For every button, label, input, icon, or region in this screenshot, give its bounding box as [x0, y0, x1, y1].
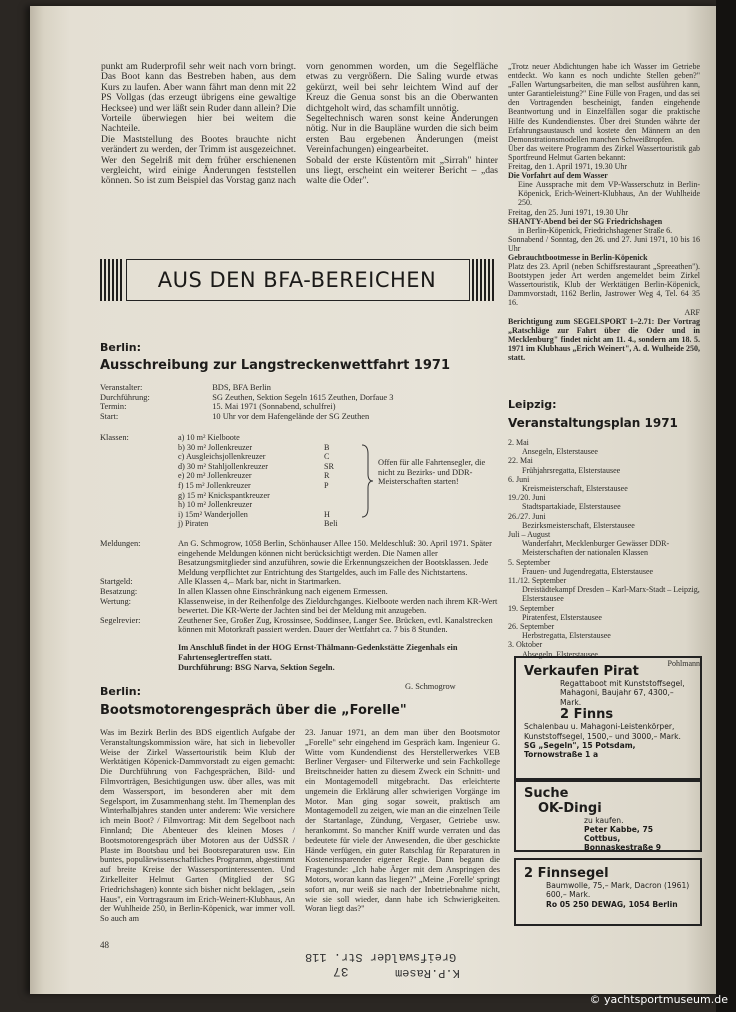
klasse-code: R — [324, 471, 330, 481]
leipzig-title: Veranstaltungsplan 1971 — [508, 416, 678, 430]
info-value: Alle Klassen 4,– Mark bar, nicht in Startmarken. — [178, 577, 341, 587]
info-row — [100, 402, 500, 412]
banner-hatch-right — [472, 259, 494, 301]
klasse-row — [178, 519, 348, 529]
paragraph: vorn genommen worden, um die Segelfläche etwas zu vergrößern. Die Saling wurde etwas gekürzt, weil bei sehr leichtem Wind auf der Kreuz die Genua sonst bis an die Oberwanten dichtgeholt wird, das schamfilt unnötig. — [306, 61, 498, 114]
paragraph: Sobald der erste Küstentörn mit „Sirrah" hinter uns liegt, erscheint ein weiterer Bericht – „das walte die Oder". — [306, 154, 498, 187]
banner-hatch-left — [100, 259, 122, 301]
plan-date: 6. Juni — [508, 474, 530, 484]
magazine-page — [30, 6, 720, 994]
ad-title: 2 Finns — [560, 707, 614, 723]
ad-pirat — [514, 656, 702, 782]
klassen-table — [178, 433, 348, 529]
paragraph: „Trotz neuer Abdichtungen habe ich Wasser im Getriebe entdeckt. Wo kann es noch undichte Stellen geben?" „Fallen Wartungsarbeiten, die man selbst ausführen kann, unter Garantieleistung?" Eine Fülle von Fragen, und das sei den Vortragenden bescheinigt, fanden eingehende Beantwortung und in Einzelfällen sogar die praktische Hilfe des Kundendienstes. Über drei Stunden währte der Erfahrungsaustausch und kostete den Männern an den Demonstrationsmodellen manchen Schweißtropfen. — [508, 62, 700, 144]
info-row — [100, 412, 500, 422]
klasse-code — [324, 491, 348, 501]
paragraph: Segeltechnisch waren sonst keine Änderungen nötig. Nur in die Baupläne wurden die sich beim ersten Bau ergebenen Änderungen (meist Vereinfachungen) eingearbeitet. — [306, 113, 498, 156]
plan-event: Herbstregatta, Elsterstausee — [522, 631, 611, 641]
info-key: Besatzung: — [100, 586, 138, 596]
plan-date: 11./12. September — [508, 576, 567, 586]
top-column-2 — [306, 62, 498, 187]
plan-date: 2. Mai — [508, 438, 529, 447]
ad-contact: Peter Kabbe, 75 Cottbus, Bonnaskestraße 9 — [584, 825, 662, 853]
ad-body: Regattaboot mit Kunststoffsegel, Mahagoni, Baujahr 67, 4300,– Mark. — [560, 679, 685, 707]
klasse-name: f) 15 m² Jollenkreuzer — [178, 480, 251, 490]
stamp-number: 37 — [333, 964, 349, 979]
plan-date: 3. Oktober — [508, 640, 543, 650]
banner-title: AUS DEN BFA-BEREICHEN — [157, 268, 437, 292]
ad-body: zu kaufen. — [584, 816, 624, 825]
klasse-name: a) 10 m² Kielboote — [178, 433, 240, 442]
event-date: Freitag, den 1. April 1971, 19.30 Uhr — [508, 162, 628, 172]
info-row — [100, 539, 500, 577]
section1-info-table-2 — [100, 539, 500, 635]
plan-event: Frühjahrsregatta, Elsterstausee — [522, 465, 621, 475]
event-text: Eine Aussprache mit dem VP-Wasserschutz in Berlin-Köpenick, Erich-Weinert-Klubhaus, An der Wuhlheide 250. — [518, 180, 700, 208]
klasse-row — [178, 452, 348, 462]
klasse-row — [178, 471, 348, 481]
plan-date: 19. September — [508, 603, 555, 613]
watermark: © yachtsportmuseum.de — [589, 993, 728, 1006]
plan-date: 26./27. Juni — [508, 511, 546, 521]
section-banner — [100, 259, 494, 301]
right-signature: ARF — [684, 307, 700, 317]
event-title: Die Vorfahrt auf dem Wasser — [508, 171, 608, 181]
info-key: Durchführung: — [100, 392, 150, 402]
plan-event: Absegeln, Elsterstausee — [522, 649, 598, 659]
klasse-name: e) 20 m² Jollenkreuzer — [178, 471, 252, 481]
klasse-code — [324, 500, 348, 510]
klasse-code: H — [324, 509, 330, 519]
info-value: BDS, BFA Berlin — [212, 383, 271, 392]
event-title: Gebrauchtbootmesse in Berlin-Köpenick — [508, 252, 648, 262]
section1-info-table — [100, 383, 500, 421]
ad-ok-dingi — [514, 778, 702, 852]
plan-event: Bezirksmeisterschaft, Elsterstausee — [522, 520, 635, 530]
ad-title: 2 Finnsegel — [524, 866, 609, 881]
stamp-line1: K.P.Rasem — [395, 966, 460, 980]
plan-event: Ansegeln, Elsterstausee — [522, 447, 598, 457]
plan-date: 5. September — [508, 557, 551, 567]
klasse-row — [178, 481, 348, 491]
ad-title: OK-Dingi — [538, 801, 602, 816]
info-value: 15. Mai 1971 (Sonnabend, schulfrei) — [212, 402, 336, 412]
leipzig-region: Leipzig: — [508, 398, 557, 411]
ad-contact: SG „Segeln", 15 Potsdam, Tornowstraße 1 a — [524, 741, 636, 760]
page-edge-shadow — [716, 0, 736, 1012]
leipzig-plan — [508, 438, 700, 668]
section2-column-2: 23. Januar 1971, an dem man über den Bootsmotor „Forelle" sehr eingehend im Gespräch kam. Ingenieur G. Witte vom Kundendienst des Herstellerwerkes VEB Berliner Vergaser- und Filterwerke und sein Fachkollege Breitschneider hatten zu diesem Zweck ein Schnitt- und ein Montagemodell mitgebracht. Das erleichterte ungemein die Erklärung aller schwierigen Vorgänge im Motor. Man ging sogar soweit, praktisch am Montagemodell zu zeigen, wie man an die einzelnen Teile der Startanlage, Zündung, Vergaser, Getriebe usw. herankommt. So mancher Kniff wurde verraten und das bedeutete für viele der Anwesenden, die über geschickte Hände verfügen, ein guter Ratschlag für Reparaturen in Kosteneinsparender eigener Regie. Dann begann die Fragestunde: „Ich habe Ärger mit dem Anspringen des Motors, woran kann das liegen?" „Meine ‚Forelle' springt sofort an, nur weiß sie nach der Inbetriebnahme nicht, wie sie soll wieder, dann habe ich Schwierigkeiten. Woran liegt das?" — [305, 728, 500, 914]
klasse-code: B — [324, 442, 330, 452]
klasse-row — [178, 433, 348, 443]
section2-region: Berlin: — [100, 685, 142, 698]
plan-event: Stadtspartakiade, Elsterstausee — [522, 502, 621, 512]
right-column — [508, 62, 700, 362]
info-key: Meldungen: — [100, 539, 141, 548]
ad-body: Baumwolle, 75,– Mark, Dacron (1961) 600,– Mark. — [546, 881, 690, 900]
info-row — [100, 383, 500, 393]
klasse-code: SR — [324, 461, 335, 471]
ad-body: Schalenbau u. Mahagoni-Leistenkörper, Kunststoffsegel, 1500,– und 3000,– Mark. — [524, 722, 681, 741]
plan-event: Piratenfest, Elsterstausee — [522, 612, 602, 622]
section2-column-1: Was im Bezirk Berlin des BDS eigentlich Aufgabe der Veranstaltungskommission wäre, hat sich in liebevoller Weise der Zirkel Wassertouristik beim Klub der Werktätigen Köpenick-Dammvorstadt zu eigen gemacht: Die Durchführung von Fachgesprächen, Bild- und Filmvorträgen, Besichtigungen usw. über alles, was mit dem Wassersport, im besonderen aber mit dem Segelsport, im Zusammenhang steht. Im Themenplan des Winterhalbjahres standen unter anderem: Wie versichere ich mein Boot? / Filmvortrag: Mit dem Segelboot nach Finnland; Die Abenteuer des kleinen Moses / Bootsmotorengespräch über Motoren aus der UdSSR / Plaste im Bootsbau und bei Bootsreparaturen usw. Ein buntes, populärwissenschaftliches Programm, abgestimmt auf breite Kreise der Wassersportinteressenten. Und Zirkelleiter Helmut Garten (Mitglied der SG Friedrichshagen) konnte sich bisher nicht beklagen, „sein Haus", ein Vortragsraum im Erich-Weinert-Klubhaus, An der Wuhlheide 250, in Berlin-Köpenick, war immer voll. So auch am — [100, 728, 295, 924]
klasse-name: j) Piraten — [178, 519, 209, 529]
info-row — [100, 587, 500, 597]
info-value: SG Zeuthen, Sektion Segeln 1615 Zeuthen, Dorfaue 3 — [212, 392, 394, 402]
klasse-name: h) 10 m² Jollenkreuzer — [178, 500, 253, 510]
info-row — [100, 597, 500, 616]
plan-date: Juli – August — [508, 530, 551, 540]
klasse-row — [178, 500, 348, 510]
event-date: Sonnabend / Sonntag, den 26. und 27. Juni 1971, 10 bis 16 Uhr — [508, 234, 700, 253]
plan-event: Frauen- und Jugendregatta, Elsterstausee — [522, 566, 654, 576]
klassen-label: Klassen: — [100, 433, 129, 442]
klassen-brace — [360, 444, 374, 518]
klasse-code — [324, 433, 348, 443]
klasse-row — [178, 443, 348, 453]
paragraph: punkt am Ruderprofil sehr weit nach vorn bringt. Das Boot kann das Bestreben haben, aus dem Kurs zu laufen. Aber wann fährt man denn mit 22 PS Vollgas (das erzeugt übrigens eine gewaltige Hecksee) und wer läßt sein Ruder dann allein? Die Vorteile überwiegen hier bei weitem die Nachteile. — [101, 61, 296, 135]
event-text: Platz des 23. April (neben Schiffsrestaurant „Spreeathen"). Bootstypen jeder Art werden angemeldet beim Zirkel Wassertouristik, Klub der Werktätigen Berlin-Köpenick, Dammvorstadt, 1162 Berlin, Jastrower Weg 4, Tel. 64 35 16. — [508, 262, 700, 308]
page-number: 48 — [100, 940, 109, 950]
ad-contact: Ro 05 250 DEWAG, 1054 Berlin — [546, 899, 678, 909]
info-row — [100, 577, 500, 587]
klasse-row — [178, 462, 348, 472]
ad-finnsegel — [514, 858, 702, 926]
ad-title: Verkaufen Pirat — [524, 664, 639, 679]
stamp-line2: Greifswalder Str. 118 — [305, 950, 457, 964]
klasse-name: g) 15 m² Knickspantkreuzer — [178, 490, 270, 500]
klasse-name: b) 30 m² Jollenkreuzer — [178, 442, 253, 452]
info-key: Wertung: — [100, 596, 131, 606]
info-key: Termin: — [100, 402, 127, 412]
info-row — [100, 393, 500, 403]
section2-title: Bootsmotorengespräch über die „Forelle" — [100, 703, 407, 718]
info-key: Veranstalter: — [100, 383, 143, 392]
paragraph: Über das weitere Programm des Zirkel Wassertouristik gab Sportfreund Helmut Garten bekannt: — [508, 143, 700, 162]
info-value: An G. Schmogrow, 1058 Berlin, Schönhauser Allee 150. Meldeschluß: 30. April 1971. Später eingehende Meldungen können nicht berücksichtigt werden. Die Namen aller Besatzungsmitglieder sind anzuführen, sowie die Erkennungszeichen der Bootsklassen. Jede Meldung verpflichtet zur Entrichtung des Startgeldes, auch im Falle des Nichtstartens. — [178, 539, 492, 577]
klasse-name: c) Ausgleichsjollenkreuzer — [178, 452, 266, 462]
section1-bold-note: Im Anschluß findet in der HOG Ernst-Thälmann-Gedenkstätte Ziegenhals ein Fahrtenseglertreffen statt. — [178, 643, 458, 662]
info-value: Zeuthener See, Großer Zug, Krossinsee, Soddinsee, Langer See. Brücken, evtl. Kanalstrecken können mit Motorkraft passiert werden. Dauer der Wettfahrt ca. 7 bis 8 Stunden. — [178, 615, 493, 635]
correction-note: Berichtigung zum SEGELSPORT 1–2.71: Der Vortrag „Ratschläge zur Fahrt über die Oder und in Mecklenburg" findet nicht am 11. 4., sondern am 18. 5. 1971 im Klubhaus „Erich Weinert", A. d. Wulheide 250, statt. — [508, 316, 700, 362]
klasse-row — [178, 510, 348, 520]
event-text: in Berlin-Köpenick, Friedrichshagener Straße 6. — [518, 225, 673, 235]
section1-title: Ausschreibung zur Langstreckenwettfahrt 1971 — [100, 358, 450, 373]
info-key: Start: — [100, 411, 119, 421]
paragraph: Die Maststellung des Bootes brauchte nicht verändert zu werden, der Trimm ist ausgezeichnet. Wer den Segelriß mit dem früher erschienenen vergleicht, wird einige Änderungen feststellen können. So ist zum Beispiel das Vorstag ganz nach — [101, 133, 296, 187]
klasse-name: i) 15m² Wanderjollen — [178, 509, 248, 519]
section1-region: Berlin: — [100, 341, 142, 354]
plan-signature: Pohlmann — [667, 658, 700, 668]
info-value: In allen Klassen ohne Einschränkung nach eigenem Ermessen. — [178, 586, 388, 596]
klassen-note: Offen für alle Fahrtensegler, die nicht zu Bezirks- und DDR-Meisterschaften starten! — [378, 458, 486, 487]
plan-event: Kreismeisterschaft, Elsterstausee — [522, 484, 628, 494]
plan-date: 26. September — [508, 622, 555, 632]
info-row — [100, 616, 500, 635]
klasse-row — [178, 491, 348, 501]
ad-title: Suche — [524, 786, 569, 801]
event-date: Freitag, den 25. Juni 1971, 19.30 Uhr — [508, 207, 628, 217]
top-column-1 — [101, 62, 296, 187]
plan-date: 19./20. Juni — [508, 493, 546, 503]
klasse-name: d) 30 m² Stahljollenkreuzer — [178, 461, 268, 471]
info-key: Startgeld: — [100, 577, 133, 587]
plan-date: 22. Mai — [508, 456, 533, 466]
plan-event: Dreistädtekampf Dresden – Karl-Marx-Stadt – Leipzig, Elsterstausee — [522, 585, 700, 604]
klasse-code: P — [324, 480, 329, 490]
plan-event: Wanderfahrt, Mecklenburger Gewässer DDR-Meisterschaften der nationalen Klassen — [522, 539, 670, 558]
klasse-code: Beli — [324, 519, 338, 529]
klasse-code: C — [324, 452, 330, 462]
info-value: Klassenweise, in der Reihenfolge des Zieldurchganges. Kielboote werden nach ihrem KR-Wert bewertet. Die KR-Werte der Jachten sind bei der Meldung mit anzugeben. — [178, 596, 498, 616]
section1-bold-note-2: Durchführung: BSG Narva, Sektion Segeln. — [178, 663, 335, 672]
info-value: 10 Uhr vor dem Hafengelände der SG Zeuthen — [212, 411, 370, 421]
section1-signature: G. Schmogrow — [405, 682, 456, 691]
event-title: SHANTY-Abend bei der SG Friedrichshagen — [508, 216, 663, 226]
info-key: Segelrevier: — [100, 615, 141, 625]
